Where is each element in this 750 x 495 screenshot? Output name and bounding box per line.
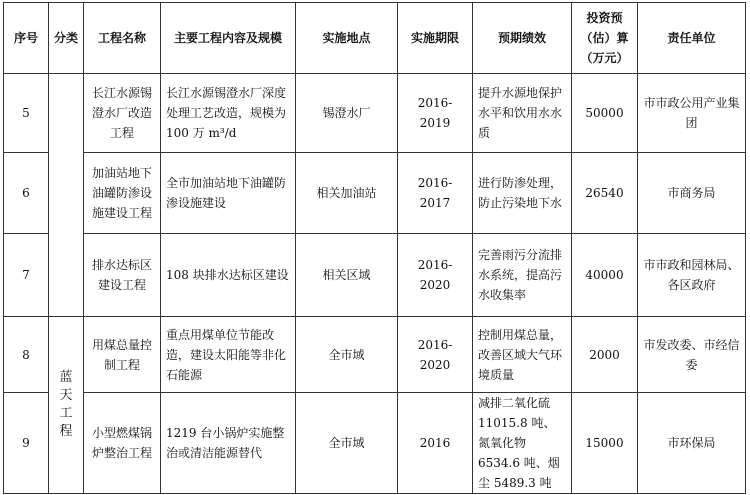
cell-seq: 8 <box>4 317 49 393</box>
header-name: 工程名称 <box>84 3 161 74</box>
table-row <box>4 317 746 393</box>
table-row <box>4 393 746 494</box>
cell-category-empty <box>49 74 84 317</box>
cell-unit: 市市政公用产业集团 <box>638 74 746 153</box>
cell-investment: 15000 <box>572 393 638 494</box>
header-unit: 责任单位 <box>638 3 746 74</box>
cell-unit: 市发改委、市经信委 <box>638 317 746 393</box>
table-row <box>4 74 746 153</box>
cell-name: 加油站地下油罐防渗设施建设工程 <box>84 153 161 234</box>
cell-investment: 26540 <box>572 153 638 234</box>
cell-effect: 减排二氧化硫 11015.8 吨、氮氧化物 6534.6 吨、烟尘 5489.3 吨 <box>473 393 572 494</box>
header-investment: 投资预（估）算（万元） <box>572 3 638 74</box>
cell-effect: 提升水源地保护水平和饮用水水质 <box>473 74 572 153</box>
cell-name: 用煤总量控制工程 <box>84 317 161 393</box>
cell-location: 相关区域 <box>296 234 398 317</box>
table-row <box>4 234 746 317</box>
cell-period: 2016-2020 <box>398 234 473 317</box>
cell-period: 2016-2020 <box>398 317 473 393</box>
cell-name: 排水达标区建设工程 <box>84 234 161 317</box>
cell-content: 108 块排水达标区建设 <box>161 234 296 317</box>
cell-name: 小型燃煤锅炉整治工程 <box>84 393 161 494</box>
cell-investment: 40000 <box>572 234 638 317</box>
cell-unit: 市商务局 <box>638 153 746 234</box>
header-seq: 序号 <box>4 3 49 74</box>
cell-content: 长江水源锡澄水厂深度处理工艺改造，规模为 100 万 m³/d <box>161 74 296 153</box>
cell-content: 重点用煤单位节能改造，建设太阳能等非化石能源 <box>161 317 296 393</box>
project-table <box>3 2 746 494</box>
cell-investment: 50000 <box>572 74 638 153</box>
cell-period: 2016-2019 <box>398 74 473 153</box>
cell-effect: 控制用煤总量，改善区域大气环境质量 <box>473 317 572 393</box>
table-row <box>4 153 746 234</box>
cell-name: 长江水源锡澄水厂改造工程 <box>84 74 161 153</box>
cell-unit: 市市政和园林局、各区政府 <box>638 234 746 317</box>
cell-seq: 9 <box>4 393 49 494</box>
cell-period: 2016-2017 <box>398 153 473 234</box>
cell-location: 全市域 <box>296 393 398 494</box>
cell-location: 相关加油站 <box>296 153 398 234</box>
header-period: 实施期限 <box>398 3 473 74</box>
header-location: 实施地点 <box>296 3 398 74</box>
cell-period: 2016 <box>398 393 473 494</box>
header-content: 主要工程内容及规模 <box>161 3 296 74</box>
cell-content: 1219 台小锅炉实施整治或清洁能源替代 <box>161 393 296 494</box>
cell-seq: 6 <box>4 153 49 234</box>
cell-location: 全市域 <box>296 317 398 393</box>
header-effect: 预期绩效 <box>473 3 572 74</box>
cell-seq: 7 <box>4 234 49 317</box>
cell-investment: 2000 <box>572 317 638 393</box>
cell-effect: 进行防渗处理，防止污染地下水 <box>473 153 572 234</box>
cell-category: 蓝天工程 <box>49 317 84 494</box>
cell-effect: 完善雨污分流排水系统，提高污水收集率 <box>473 234 572 317</box>
cell-location: 锡澄水厂 <box>296 74 398 153</box>
header-category: 分类 <box>49 3 84 74</box>
header-row <box>4 3 746 74</box>
cell-unit: 市环保局 <box>638 393 746 494</box>
cell-seq: 5 <box>4 74 49 153</box>
cell-content: 全市加油站地下油罐防渗设施建设 <box>161 153 296 234</box>
